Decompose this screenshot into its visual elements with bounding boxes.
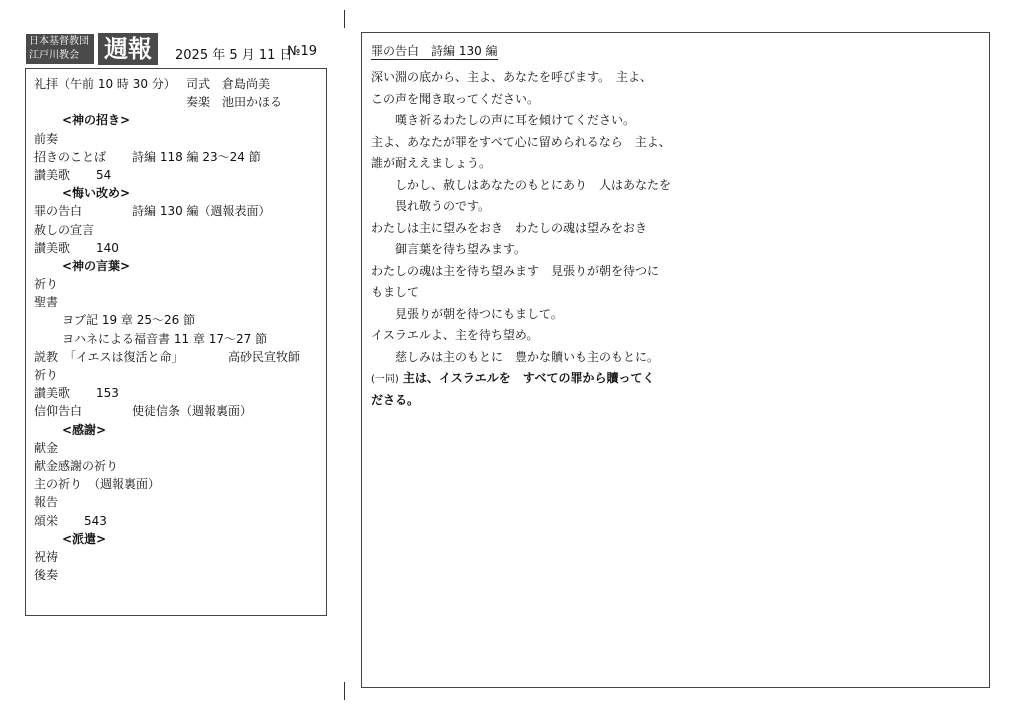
order-item bbox=[34, 148, 318, 166]
order-item-c2: （週報裏面） bbox=[88, 477, 161, 492]
confession-line-text: イスラエルよ、主を待ち望め。 bbox=[371, 328, 539, 342]
church-logo bbox=[26, 34, 94, 64]
order-item-c1: 讃美歌 bbox=[34, 386, 71, 401]
order-item bbox=[34, 566, 318, 584]
confession-line-text: 見張りが朝を待つにもまして。 bbox=[395, 306, 563, 321]
confession-line-text: 嘆き祈るわたしの声に耳を傾けてください。 bbox=[395, 113, 636, 127]
order-item bbox=[34, 330, 318, 348]
order-item bbox=[34, 75, 318, 93]
logo-line-1: 日本基督教団 bbox=[29, 36, 89, 47]
confession-line bbox=[371, 175, 971, 197]
order-item-c2: 奏楽 bbox=[186, 95, 211, 110]
order-item-c1: <感謝> bbox=[62, 422, 107, 437]
order-item-c3: 倉島尚美 bbox=[222, 77, 271, 91]
confession-line-text: 主は、イスラエルを すべての罪から贖ってく bbox=[402, 371, 655, 385]
order-item-c3: 高砂民宣牧師 bbox=[228, 349, 301, 364]
order-item-c1: 説教 bbox=[34, 349, 59, 364]
section-heading bbox=[34, 257, 318, 275]
order-item-c1: <神の言葉> bbox=[62, 258, 131, 273]
section-heading bbox=[34, 184, 318, 202]
order-item-c1: 祝祷 bbox=[34, 549, 59, 564]
confession-line bbox=[371, 67, 971, 89]
order-item bbox=[34, 93, 318, 111]
confession-line-text: 慈しみは主のもとに 豊かな贖いも主のもとに。 bbox=[395, 349, 660, 364]
responsive-marker: (一同) bbox=[371, 374, 399, 385]
logo-line-2: 江戸川教会 bbox=[29, 50, 79, 61]
bulletin-date: 2025 年 5 月 11 日 bbox=[175, 48, 293, 63]
order-item-c2: 詩編 130 編（週報表面） bbox=[132, 204, 271, 219]
order-item-c1: 頌栄 bbox=[34, 513, 59, 528]
order-item bbox=[34, 366, 318, 384]
order-item bbox=[34, 221, 318, 239]
order-item-c1: <悔い改め> bbox=[62, 186, 131, 201]
order-item bbox=[34, 439, 318, 457]
confession-line bbox=[371, 239, 971, 261]
confession-line-text: 深い淵の底から、主よ、あなたを呼びます。 主よ、 bbox=[371, 70, 653, 84]
order-item-c1: 礼拝（午前 10 時 30 分） bbox=[34, 77, 176, 91]
confession-title: 罪の告白 詩編 130 編 bbox=[371, 44, 498, 58]
order-item bbox=[34, 293, 318, 311]
confession-line-text: わたしは主に望みをおき わたしの魂は望みをおき bbox=[371, 220, 648, 235]
order-item-c2: 「イエスは復活と命」 bbox=[64, 349, 184, 364]
order-item-c1: 聖書 bbox=[34, 295, 59, 310]
order-item bbox=[34, 512, 318, 530]
order-item-c1: 赦しの宣言 bbox=[34, 222, 95, 237]
order-item bbox=[34, 402, 318, 420]
confession-line bbox=[371, 132, 971, 154]
order-item-c1: 讃美歌 bbox=[34, 240, 71, 255]
confession-panel bbox=[361, 32, 990, 688]
order-item bbox=[34, 493, 318, 511]
confession-line bbox=[371, 325, 971, 347]
order-item-c1: 主の祈り bbox=[34, 477, 83, 492]
order-item-c2: 543 bbox=[84, 513, 107, 528]
order-item-c2: 使徒信条（週報裏面） bbox=[132, 404, 253, 419]
confession-line bbox=[371, 218, 971, 240]
confession-line-text: わたしの魂は主を待ち望みます 見張りが朝を待つに bbox=[371, 263, 660, 278]
section-heading bbox=[34, 421, 318, 439]
order-item-c1: 前奏 bbox=[34, 131, 59, 146]
confession-line-text: 御言葉を待ち望みます。 bbox=[395, 242, 527, 256]
order-item bbox=[34, 311, 318, 329]
order-item-c1: 後奏 bbox=[34, 568, 59, 583]
order-item-c1: <神の招き> bbox=[62, 113, 131, 128]
confession-line-text: 主よ、あなたが罪をすべて心に留められるなら 主よ、 bbox=[371, 134, 671, 149]
confession-line bbox=[371, 282, 971, 304]
confession-line bbox=[371, 110, 971, 132]
confession-line bbox=[371, 390, 971, 412]
order-item-c1: 献金感謝の祈り bbox=[34, 458, 119, 473]
order-item-c2: 詩編 118 編 23〜24 節 bbox=[132, 149, 261, 164]
order-item-c1: 祈り bbox=[34, 277, 59, 292]
confession-line-text: この声を聞き取ってください。 bbox=[371, 91, 540, 106]
order-item-c1: 讃美歌 bbox=[34, 167, 71, 182]
order-item-c1: 信仰告白 bbox=[34, 404, 83, 419]
section-heading bbox=[34, 111, 318, 129]
confession-text bbox=[371, 67, 971, 411]
order-item bbox=[34, 130, 318, 148]
order-item bbox=[34, 202, 318, 220]
order-item-c3: 池田かほる bbox=[222, 95, 283, 110]
confession-line-text: ださる。 bbox=[371, 392, 420, 407]
order-item-c1: 献金 bbox=[34, 440, 59, 455]
confession-line bbox=[371, 196, 971, 218]
order-item bbox=[34, 166, 318, 184]
confession-line bbox=[371, 304, 971, 326]
order-item-c1: 報告 bbox=[34, 495, 59, 510]
confession-line bbox=[371, 89, 971, 111]
order-item-c1: ヨブ記 19 章 25〜26 節 bbox=[62, 313, 196, 328]
confession-line-text: もまして bbox=[371, 285, 420, 299]
order-item bbox=[34, 457, 318, 475]
order-item-c1: ヨハネによる福音書 11 章 17〜27 節 bbox=[62, 331, 268, 346]
order-item-c1: <派遣> bbox=[62, 531, 107, 546]
confession-line-text: 畏れ敬うのです。 bbox=[395, 199, 491, 213]
confession-line-text: 誰が耐ええましょう。 bbox=[371, 156, 492, 170]
issue-number: №19 bbox=[287, 44, 318, 59]
fold-mark-top bbox=[344, 10, 345, 28]
order-of-service bbox=[25, 68, 327, 616]
confession-line-text: しかし、赦しはあなたのもとにあり 人はあなたを bbox=[395, 177, 672, 192]
fold-mark-bottom bbox=[344, 682, 345, 700]
bulletin-title: 週報 bbox=[98, 33, 158, 65]
order-item bbox=[34, 548, 318, 566]
confession-line bbox=[371, 347, 971, 369]
confession-line bbox=[371, 261, 971, 283]
order-item-c1: 罪の告白 bbox=[34, 204, 83, 219]
order-item-c2: 54 bbox=[96, 167, 112, 182]
order-item bbox=[34, 275, 318, 293]
order-item-c1: 招きのことば bbox=[34, 149, 107, 164]
order-item-c2: 153 bbox=[96, 386, 119, 401]
confession-line bbox=[371, 368, 971, 390]
order-item bbox=[34, 348, 318, 366]
order-item bbox=[34, 384, 318, 402]
order-item-c1: 祈り bbox=[34, 368, 59, 382]
confession-line bbox=[371, 153, 971, 175]
order-item bbox=[34, 475, 318, 493]
order-item-c2: 140 bbox=[96, 240, 119, 255]
order-item bbox=[34, 239, 318, 257]
order-item-c2: 司式 bbox=[186, 77, 211, 91]
section-heading bbox=[34, 530, 318, 548]
